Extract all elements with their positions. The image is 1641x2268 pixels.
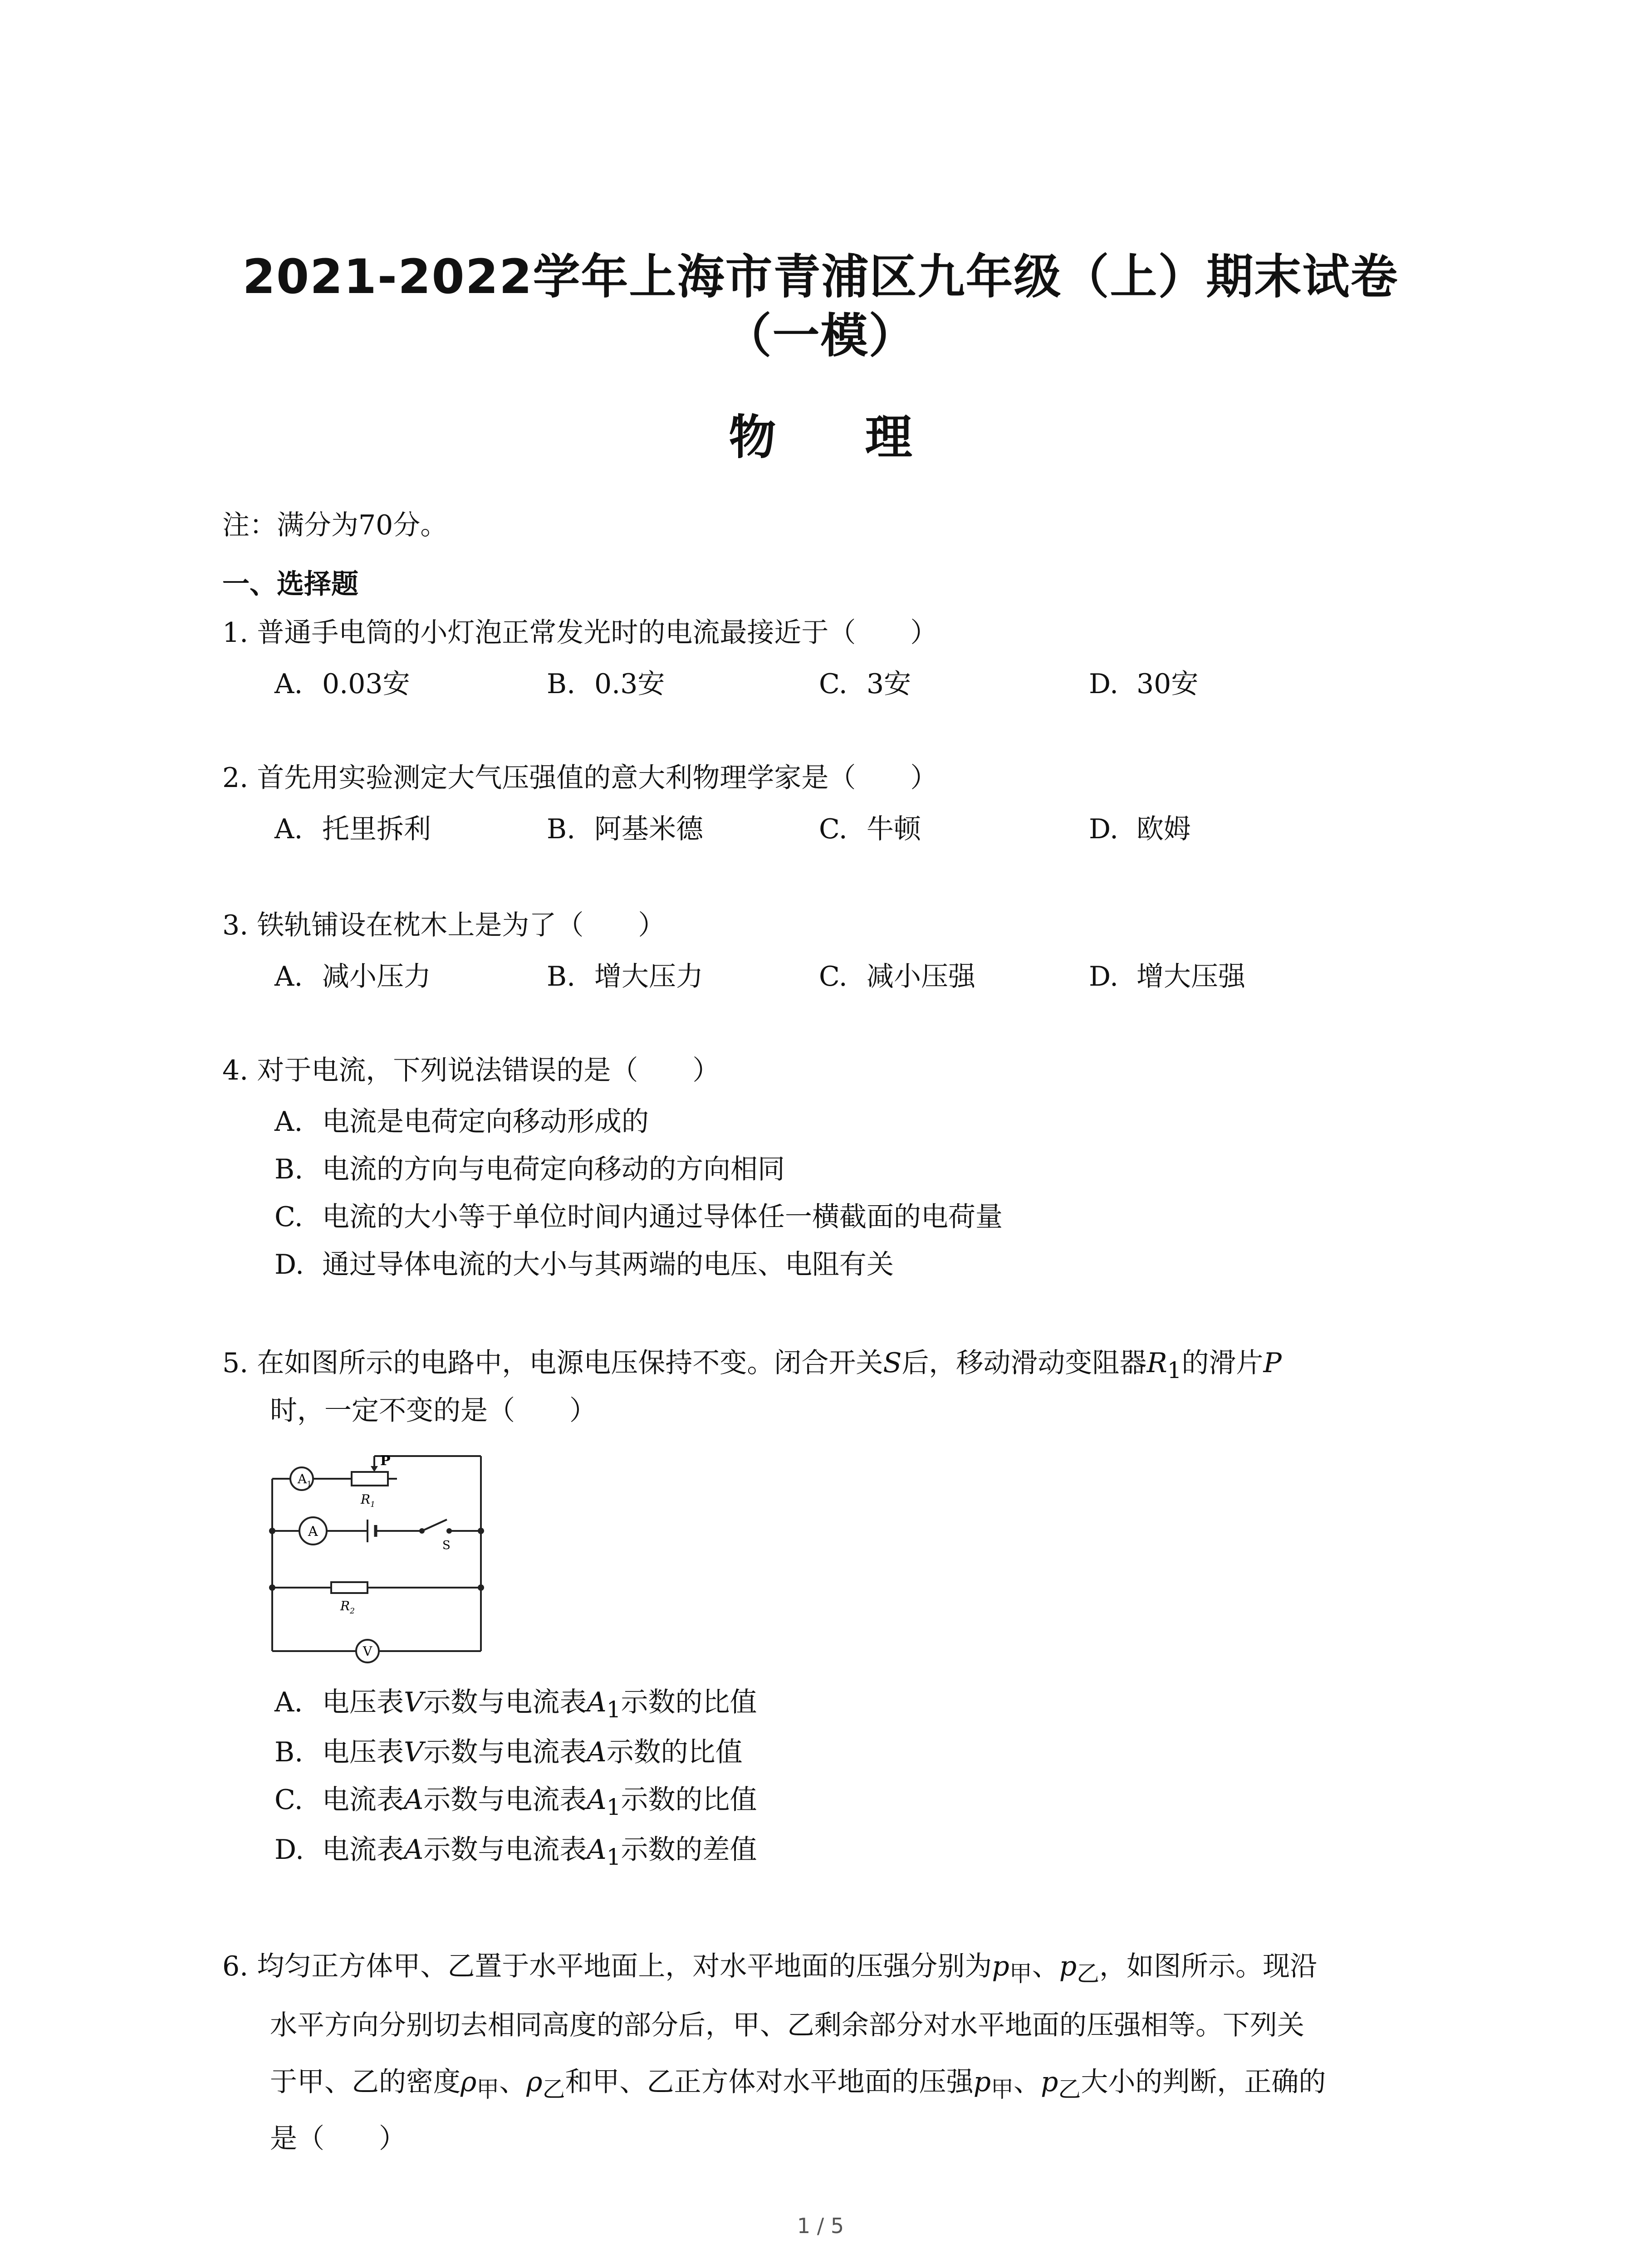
option-label: A.: [274, 813, 303, 845]
option-text: 示数的比值: [621, 1784, 757, 1816]
question-6-line-1: [222, 1944, 1317, 1996]
option-text: 3安: [867, 668, 911, 700]
ammeter-a-label: A: [308, 1524, 318, 1540]
question-1-option-c: [819, 662, 911, 701]
separator: 、: [1032, 1950, 1059, 1982]
option-text: 阿基米德: [594, 813, 703, 845]
option-text: 电流表: [322, 1834, 404, 1866]
pressure-symbol: p: [973, 2066, 991, 2098]
resistor-r2-label: $R_2$: [340, 1598, 355, 1616]
option-label: A.: [274, 1686, 303, 1718]
question-4-option-d: [274, 1243, 894, 1282]
circuit-diagram: [263, 1452, 535, 1665]
option-text: 增大压强: [1136, 961, 1245, 992]
option-text: 电压表: [322, 1686, 404, 1718]
stem-text: 后，移动滑动变阻器: [901, 1347, 1147, 1379]
question-1-option-d: [1089, 662, 1198, 701]
option-label: C.: [819, 668, 847, 700]
option-text: 0.3安: [594, 668, 665, 700]
option-label: C.: [274, 1201, 303, 1233]
question-2-option-d: [1089, 807, 1191, 846]
separator: 、: [1013, 2066, 1041, 2098]
slider-symbol: P: [1263, 1347, 1282, 1379]
option-label: B.: [274, 1154, 304, 1185]
question-3-option-a: [274, 955, 431, 994]
question-3-option-c: [819, 955, 975, 994]
option-label: A.: [274, 1106, 303, 1138]
separator: 、: [499, 2066, 527, 2098]
option-label: B.: [547, 961, 576, 992]
question-4-option-c: [274, 1195, 1003, 1234]
subscript-yi: 乙: [1058, 2076, 1081, 2102]
pressure-symbol: p: [1059, 1950, 1077, 1982]
question-3-option-b: [547, 955, 703, 994]
question-2-stem: 2. 首先用实验测定大气压强值的意大利物理学家是（ ）: [222, 762, 938, 794]
option-label: D.: [274, 1249, 304, 1281]
ammeter-a1-label: $A_1$: [298, 1471, 312, 1489]
option-text: 电流的大小等于单位时间内通过导体任一横截面的电荷量: [322, 1201, 1003, 1233]
question-3-stem: 3. 铁轨铺设在枕木上是为了（ ）: [222, 909, 666, 941]
option-label: D.: [274, 1834, 304, 1866]
question-6-line-2: 水平方向分别切去相同高度的部分后，甲、乙剩余部分对水平地面的压强相等。下列关: [270, 2009, 1304, 2041]
meter-subscript: 1: [606, 1844, 621, 1870]
option-label: C.: [819, 961, 847, 992]
junction-dot: [269, 1528, 275, 1534]
meter-symbol: V: [404, 1686, 424, 1718]
subscript-jia: 甲: [990, 2076, 1014, 2102]
option-text: 托里拆利: [322, 813, 431, 845]
subscript-jia: 甲: [1009, 1960, 1032, 1987]
stem-text: ，如图所示。现沿: [1099, 1950, 1318, 1982]
question-6-line-3: [222, 2059, 1326, 2112]
option-text: 电压表: [322, 1736, 404, 1768]
option-text: 电流是电荷定向移动形成的: [322, 1106, 649, 1138]
option-label: C.: [274, 1784, 303, 1816]
option-text: 减小压强: [867, 961, 975, 992]
option-text: 0.03安: [322, 668, 410, 700]
subscript-yi: 乙: [1077, 1960, 1100, 1987]
resistor-symbol: R: [1146, 1347, 1167, 1379]
question-5-option-a: [274, 1681, 757, 1723]
resistor-r1-icon: [352, 1472, 388, 1486]
option-text: 电流表: [322, 1784, 404, 1816]
option-text: 欧姆: [1136, 813, 1191, 845]
exam-title: [0, 247, 1641, 365]
pressure-symbol: p: [992, 1950, 1009, 1982]
option-text: 示数与电流表: [423, 1784, 587, 1816]
option-label: A.: [274, 961, 303, 992]
switch-contact: [446, 1528, 452, 1534]
page-number: 1 / 5: [797, 2214, 844, 2238]
score-note: 注：满分为70分。: [222, 509, 448, 541]
option-text: 示数与电流表: [423, 1686, 587, 1718]
junction-dot: [478, 1528, 484, 1534]
stem-text: 于甲、乙的密度: [270, 2066, 460, 2098]
option-text: 示数的比值: [606, 1736, 743, 1768]
voltmeter-v-label: V: [363, 1644, 372, 1659]
option-text: 示数与电流表: [423, 1736, 587, 1768]
pressure-symbol: p: [1040, 2066, 1058, 2098]
option-text: 通过导体电流的大小与其两端的电压、电阻有关: [322, 1249, 894, 1281]
density-symbol: ρ: [526, 2066, 543, 2098]
option-text: 示数的比值: [621, 1686, 757, 1718]
exam-title-line-2: （一模）: [724, 308, 917, 363]
stem-text: 5. 在如图所示的电路中，电源电压保持不变。闭合开关: [222, 1347, 883, 1379]
junction-dot: [478, 1584, 484, 1591]
question-5-option-b: [274, 1730, 743, 1769]
question-4-option-b: [274, 1148, 785, 1187]
question-1-option-a: [274, 662, 410, 701]
option-text: 示数的差值: [621, 1834, 757, 1866]
question-5-stem-line-1: [222, 1340, 1282, 1393]
switch-blade: [422, 1520, 447, 1531]
option-label: D.: [1089, 813, 1119, 845]
switch-pivot: [419, 1528, 425, 1534]
option-label: A.: [274, 668, 303, 700]
junction-dot: [269, 1584, 275, 1591]
question-5-stem-line-2: 时，一定不变的是（ ）: [270, 1395, 597, 1427]
exam-title-line-1: 2021-2022学年上海市青浦区九年级（上）期末试卷: [242, 249, 1399, 304]
option-label: D.: [1089, 961, 1119, 992]
meter-subscript: 1: [606, 1696, 621, 1723]
section-heading: 一、选择题: [222, 568, 358, 600]
meter-symbol: A: [404, 1784, 424, 1816]
stem-text: 的滑片: [1181, 1347, 1264, 1379]
subject-heading: 物 理: [729, 410, 949, 465]
option-text: 牛顿: [867, 813, 921, 845]
switch-s-label: S: [442, 1539, 451, 1552]
question-4-option-a: [274, 1100, 649, 1139]
stem-text: 6. 均匀正方体甲、乙置于水平地面上，对水平地面的压强分别为: [222, 1950, 992, 1982]
option-label: B.: [274, 1736, 304, 1768]
switch-symbol: S: [883, 1347, 902, 1379]
meter-symbol: A: [587, 1736, 607, 1768]
meter-symbol: A: [587, 1834, 607, 1866]
question-1-option-b: [547, 662, 665, 701]
option-label: D.: [1089, 668, 1119, 700]
option-label: C.: [819, 813, 847, 845]
option-text: 减小压力: [322, 961, 431, 992]
stem-text: 大小的判断，正确的: [1081, 2066, 1326, 2098]
density-symbol: ρ: [460, 2066, 477, 2098]
meter-symbol: V: [404, 1736, 424, 1768]
resistor-r2-icon: [331, 1582, 367, 1593]
option-text: 增大压力: [594, 961, 703, 992]
meter-symbol: A: [587, 1686, 607, 1718]
subscript-jia: 甲: [476, 2076, 500, 2102]
stem-text: 和甲、乙正方体对水平地面的压强: [565, 2066, 974, 2098]
question-1-stem: 1. 普通手电筒的小灯泡正常发光时的电流最接近于（ ）: [222, 617, 938, 649]
question-6-line-4: 是（ ）: [270, 2123, 406, 2155]
option-label: B.: [547, 668, 576, 700]
question-3-option-d: [1089, 955, 1245, 994]
meter-symbol: A: [587, 1784, 607, 1816]
meter-subscript: 1: [606, 1794, 621, 1820]
option-label: B.: [547, 813, 576, 845]
option-text: 电流的方向与电荷定向移动的方向相同: [322, 1154, 785, 1185]
question-2-option-b: [547, 807, 703, 846]
option-text: 30安: [1136, 668, 1199, 700]
resistor-r1-label: $R_1$: [361, 1492, 375, 1509]
meter-symbol: A: [404, 1834, 424, 1866]
resistor-subscript: 1: [1167, 1357, 1182, 1383]
question-4-stem: 4. 对于电流，下列说法错误的是（ ）: [222, 1055, 720, 1086]
question-2-option-c: [819, 807, 921, 846]
question-5-option-c: [274, 1778, 757, 1820]
slider-p-label: P: [380, 1453, 391, 1469]
option-text: 示数与电流表: [423, 1834, 587, 1866]
subscript-yi: 乙: [542, 2076, 565, 2102]
question-5-option-d: [274, 1828, 757, 1870]
question-2-option-a: [274, 807, 431, 846]
